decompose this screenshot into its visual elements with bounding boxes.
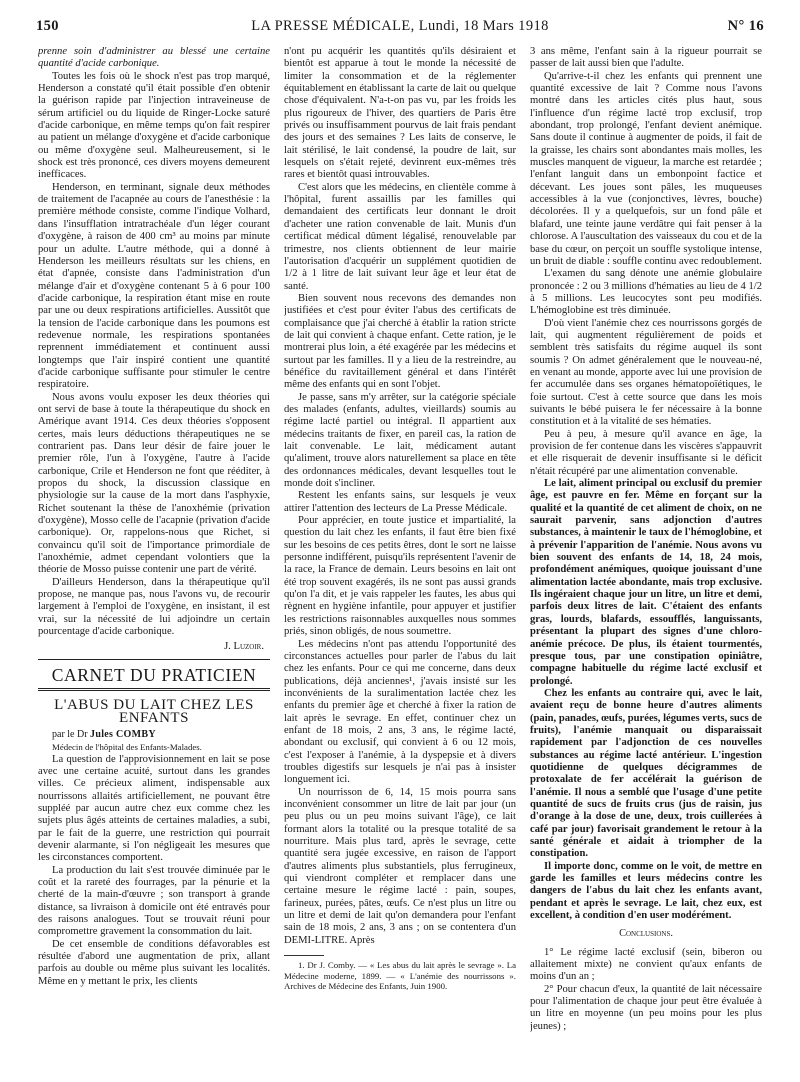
paragraph: 3 ans même, l'enfant sain à la rigueur pourrait se passer de lait aussi bien que l'adulte.: [530, 46, 762, 70]
paragraph: La production du lait s'est trouvée diminuée par le coût et la rareté des fourrages, par la pénurie et la cherté de la main-d'œuvre ; son transport à grande distance, sa livraison à domicile ont été entravés pour des raisons analogues. Tout se trouvait réuni pour compromettre gravement la consommation du lait.: [38, 864, 270, 938]
divider: [38, 659, 270, 660]
paragraph: Toutes les fois où le shock n'est pas trop marqué, Henderson a constaté qu'il était possible d'en obtenir la guérison rapide par l'injection intraveineuse de sérum artificiel ou du liquide de Ringer-Locke saturé d'acide carbonique, en même temps qu'on fait respirer au patient un mélange d'oxygène et d'acide carbonique ou même d'oxygène seul. Malheureusement, si le shock est très prononcé, ces divers moyens demeurent inefficaces.: [38, 70, 270, 181]
column-left: [38, 46, 270, 1056]
paragraph: Un nourrisson de 6, 14, 15 mois pourra sans inconvénient consommer un litre de lait par jour (un peu plus ou un peu moins suivant l'âge), ce lait formant alors la totalité ou la presque totalité de sa nourriture. Mais plus tard, après le sevrage, cette quantité sera jugée excessive, en raison de l'apport d'autres aliments plus substantiels, plus ferrugineux, qui viendront compléter et remplacer dans une certaine mesure le régime lacté : pain, soupes, farineux, purées, pâtes, œufs. Ce n'est plus un litre ou un litre et demi de lait qu'on demandera pour l'enfant sain de 18 mois, 2 ans, 3 ans ; on se contentera d'un DEMI-LITRE. Après: [284, 786, 516, 946]
conclusion-item: 1° Le régime lacté exclusif (sein, biberon ou allaitement mixte) ne convient qu'aux enfants de moins d'un an ;: [530, 946, 762, 983]
page-header: [36, 18, 764, 38]
paragraph: Le lait, aliment principal ou exclusif du premier âge, est pauvre en fer. Même en forçant sur la qualité et la quantité de cet aliment de choix, on ne saurait parvenir, sans adjonction d'autres substances, à maintenir le taux de l'hémoglobine, et à prévenir l'apparition de l'anémie. Nous avons vu bien souvent des enfants de 14, 18, 24 mois, profondément anémiques, quoique jouissant d'une alimentation lactée abondante, mais trop exclusive. Ils ingéraient chaque jour un litre, un litre et demi, parfois deux litres de lait. C'étaient des enfants gras, lourds, blafards, essoufflés, languissants, présentant la plupart des signes d'une chloro-anémie précoce. De plus, ils étaient tourmentés, presque tous, par une constipation opiniâtre, compagne habituelle du régime lacté exclusif et prolongé.: [530, 478, 762, 687]
paragraph: Restent les enfants sains, sur lesquels je veux attirer l'attention des lecteurs de La Presse Médicale.: [284, 490, 516, 514]
journal-title: LA PRESSE MÉDICALE, Lundi, 18 Mars 1918: [251, 18, 549, 34]
paragraph: De cet ensemble de conditions défavorables est résultée d'abord une augmentation de prix, allant parfois au double ou même plus suivant les localités. Même en y mettant le prix, les clients: [38, 938, 270, 987]
paragraph: Pour apprécier, en toute justice et impartialité, la question du lait chez les enfants, il faut être bien fixé sur les besoins de ces petits êtres, dont le sort ne laisse personne indifférent, puisqu'ils représentent l'avenir de la race, la France de demain. Leurs besoins en lait ont été trop souvent exagérés, ils ne sont pas aussi grands qu'on l'a dit, et je vais rappeler les fautes, les abus qui règnent en hygiène infantile, pour appuyer et justifier les restrictions raisonnables auxquelles nous sommes priés, sinon obligés, de nous soumettre.: [284, 515, 516, 638]
byline: par le Dr Jules COMBY: [52, 728, 156, 740]
issue-number: N° 16: [727, 18, 764, 34]
paragraph: C'est alors que les médecins, en clientèle comme à l'hôpital, furent assaillis par les familles qui demandaient des certificats leur donnant le droit d'acheter une ration convenable de lait. Munis d'un certificat médical dûment légalisé, renouvelable par trimestre, nos clients obtiennent de leur mairie l'autorisation d'acquérir un supplément quotidien de 1/2 à 1 litre de lait suivant leur âge et leur état de santé.: [284, 181, 516, 292]
paragraph: Je passe, sans m'y arrêter, sur la catégorie spéciale des malades (enfants, adultes, vieillards) soumis au régime lacté partiel ou intégral. Il appartient aux médecins traitants de fixer, en pareil cas, la ration de lait convenable. Le lait, médicament autant qu'aliment, trouve alors naturellement sa place en tête des ordonnances médicales, devant lesquelles tout le monde doit s'incliner.: [284, 391, 516, 490]
paragraph: L'examen du sang dénote une anémie globulaire prononcée : 2 ou 3 millions d'hématies au lieu de 4 1/2 à 5 millions. Les leucocytes sont peu modifiés. L'hémoglobine est très diminuée.: [530, 268, 762, 317]
paragraph: Qu'arrive-t-il chez les enfants qui prennent une quantité excessive de lait ? Comme nous l'avons montré dans les articles cités plus haut, sous l'influence d'un régime lacté trop exclusif, trop abondant, trop prolongé, l'enfant devient anémique. Sans doute il continue à augmenter de poids, il fait de la graisse, les chairs sont abondantes mais molles, les muscles manquent de vigueur, la marche est retardée ; l'enfant languit dans un embonpoint factice et décevant. Les joues sont pâles, les muqueuses accessibles à la vue (conjonctives, lèvres, bouche) décolorées. Il y a quelquefois, sur un fond pâle et blafard, une teinte jaune verdâtre qui fait penser à la chlorose. A l'auscultation des vaisseaux du cou et de la base du cœur, on perçoit un souffle systolique intense, un bruit de diable : souffle continu avec redoublement.: [530, 70, 762, 267]
footnote-divider: [284, 955, 324, 956]
paragraph: Les médecins n'ont pas attendu l'opportunité des circonstances actuelles pour parler de l'abus du lait chez les enfants. Pour ce qui me concerne, dans deux publications, déjà anciennes¹, j'avais insisté sur les inconvénients de la suralimentation lactée chez les enfants du premier âge et cherché à fixer la ration de lait après le sevrage. En effet, continuer chez un enfant de 18 mois, 2 ans, 3 ans, le régime lacté, abondant ou exclusif, qui convient à 6 ou 12 mois, c'est l'exposer à l'anémie, à la dyspepsie et à divers troubles digestifs sur lesquels je n'ai pas à insister longuement ici.: [284, 638, 516, 786]
paragraph: Chez les enfants au contraire qui, avec le lait, avaient reçu de bonne heure d'autres aliments (pain, panades, œufs, purées, légumes verts, sucs de fruits), l'anémie manquait ou disparaissait rapidement par l'adjonction de ces nouvelles substances au régime lacté antérieur. L'ingestion quotidienne de quelques décigrammes de protoxalate de fer accélérait la guérison de l'anémie. Il nous a semblé que l'usage d'une petite quantité de sucs de fruits crus (jus de raisin, jus d'orange à la dose de une, deux, trois cuillerées à café par jour) favorisait grandement le retour à la santé générale et aidait à triompher de la constipation.: [530, 687, 762, 860]
conclusion-item: 2° Pour chacun d'eux, la quantité de lait nécessaire pour l'alimentation de chaque jour peut être évaluée à un litre en moyenne (un peu moins pour les plus jeunes) ;: [530, 983, 762, 1032]
paragraph: La question de l'approvisionnement en lait se pose avec une certaine acuité, surtout dans les grandes villes. Ce précieux aliment, indispensable aux nourrissons allaités artificiellement, ne pouvant être suppléé par aucun autre chez eux comme chez les sujets plus âgés atteints de certaines maladies, a subi, par le fait de la guerre, une restriction qui pourrait devenir alarmante, si l'on négligeait les mesures que les circonstances comportent.: [38, 753, 270, 864]
paragraph: Nous avons voulu exposer les deux théories qui ont servi de base à toute la thérapeutique du shock en Amérique avant 1914. Ces deux théories s'opposent certes, mais leurs déductions thérapeutiques ne se contrarient pas. Dans leur désir de faire jouer le premier rôle, l'un à l'oxygène, l'autre à l'acide carbonique, Crile et Henderson ne font que rééditer, à propos du shock, la discussion classique en physiologie sur la cause de la mort dans l'asphyxie, Richet soutenant la thèse de l'anoxhémie (privation d'oxygène), Mosso celle de l'acapnie (privation d'acide carbonique). Or, rappelons-nous que Richet, si convaincu qu'il soit de l'importance primordiale de l'anoxhémie, admet cependant volontiers que la théorie de Mosso puisse contenir une part de vérité.: [38, 391, 270, 576]
section-title: CARNET DU PRATICIEN: [51, 664, 257, 685]
paragraph: D'ailleurs Henderson, dans la thérapeutique qu'il propose, ne manque pas, nous l'avons vu, de recourir largement à l'emploi de l'oxygène, en insistant, il est vrai, sur la nécessité de lui adjoindre un certain pourcentage d'acide carbonique.: [38, 576, 270, 638]
paragraph: Henderson, en terminant, signale deux méthodes de traitement de l'acapnée au cours de l'anesthésie : la première méthode consiste, comme l'indique Volhard, dans l'insufflation intratrachéale d'un léger courant d'oxygène, à raison de 400 cm³ au moins par minute pour un adulte. L'autre méthode, qui a donné à Henderson les meilleurs résultats sur les chiens, en état d'apnée, consiste dans l'administration d'un mélange d'air et d'oxygène contenant 5 à 6 pour 100 d'acide carbonique, la respiration étant mise en route par une ou deux respirations artificielles. Aussitôt que la tension de l'acide carbonique dans les poumons est redevenue normale, les respirations spontanées reprennent immédiatement et continuent aussi longtemps que l'air inspiré contient une quantité d'acide carbonique suffisante pour stimuler le centre respiratoire.: [38, 181, 270, 391]
conclusions-heading: Conclusions.: [619, 928, 673, 940]
paragraph: n'ont pu acquérir les quantités qu'ils désiraient et bientôt est apparue à tout le monde la nécessité de limiter la consommation et de la réglementer équitablement en établissant la carte de lait ou quelque chose d'équivalent. N'a-t-on pas vu, par les froids les plus rigoureux de l'hiver, des quartiers de Paris être privés ou insuffisamment pourvus de lait frais pendant des jours et des semaines ? Les laits de conserve, le lait stérilisé, le lait condensé, la poudre de lait, sur lesquels on s'était rejeté, devinrent eux-mêmes très rares et bientôt quasi introuvables.: [284, 46, 516, 181]
column-middle: [284, 46, 516, 1056]
paragraph: Bien souvent nous recevons des demandes non justifiées et c'est pour éviter l'abus des certificats de complaisance que j'ai cherché à établir la ration stricte de lait qui convient à chaque enfant. Cette ration, je le montrerai plus loin, a été exagérée par les médecins et surtout par les familles. Il y a lieu de la restreindre, au bénéfice du ravitaillement général et dans l'intérêt même des enfants qui en sont l'objet.: [284, 292, 516, 391]
author-affiliation: Médecin de l'hôpital des Enfants-Malades.: [52, 742, 202, 753]
article-title: L'ABUS DU LAIT CHEZ LES ENFANTS: [54, 697, 254, 726]
paragraph: D'où vient l'anémie chez ces nourrissons gorgés de lait, qui augmentent régulièrement de poids et semblent très satisfaits du régime auquel ils sont soumis ? On admet généralement que le nouveau-né, en venant au monde, apporte avec lui une provision de fer accumulée dans ses organes hématopoïétiques, le foie surtout. C'est à cette source que dans les mois suivants le bébé puisera le fer nécessaire à la bonne constitution et à la vitalité de ses hématies.: [530, 317, 762, 428]
author-signature: J. Luzoir.: [224, 640, 264, 652]
page-number: 150: [36, 18, 59, 34]
footnote: 1. Dr J. Comby. — « Les abus du lait après le sevrage ». La Médecine moderne, 1899. — « L'anémie des nourrissons ». Archives de Médecine des Enfants, Juin 1900.: [284, 960, 516, 992]
paragraph: Peu à peu, à mesure qu'il avance en âge, la provision de fer contenue dans les viscères s'appauvrit et elle risquerait de devenir insuffisante si le déficit n'était récupéré par une alimentation convenable.: [530, 428, 762, 477]
column-right: [530, 46, 762, 1056]
paragraph: Il importe donc, comme on le voit, de mettre en garde les familles et leurs médecins contre les dangers de l'abus du lait chez les enfants avant, pendant et après le sevrage. Le lait, chez eux, est excellent, à condition d'en user modérément.: [530, 860, 762, 922]
paragraph: prenne soin d'administrer au blessé une certaine quantité d'acide carbonique.: [38, 46, 270, 70]
divider: [38, 688, 270, 691]
